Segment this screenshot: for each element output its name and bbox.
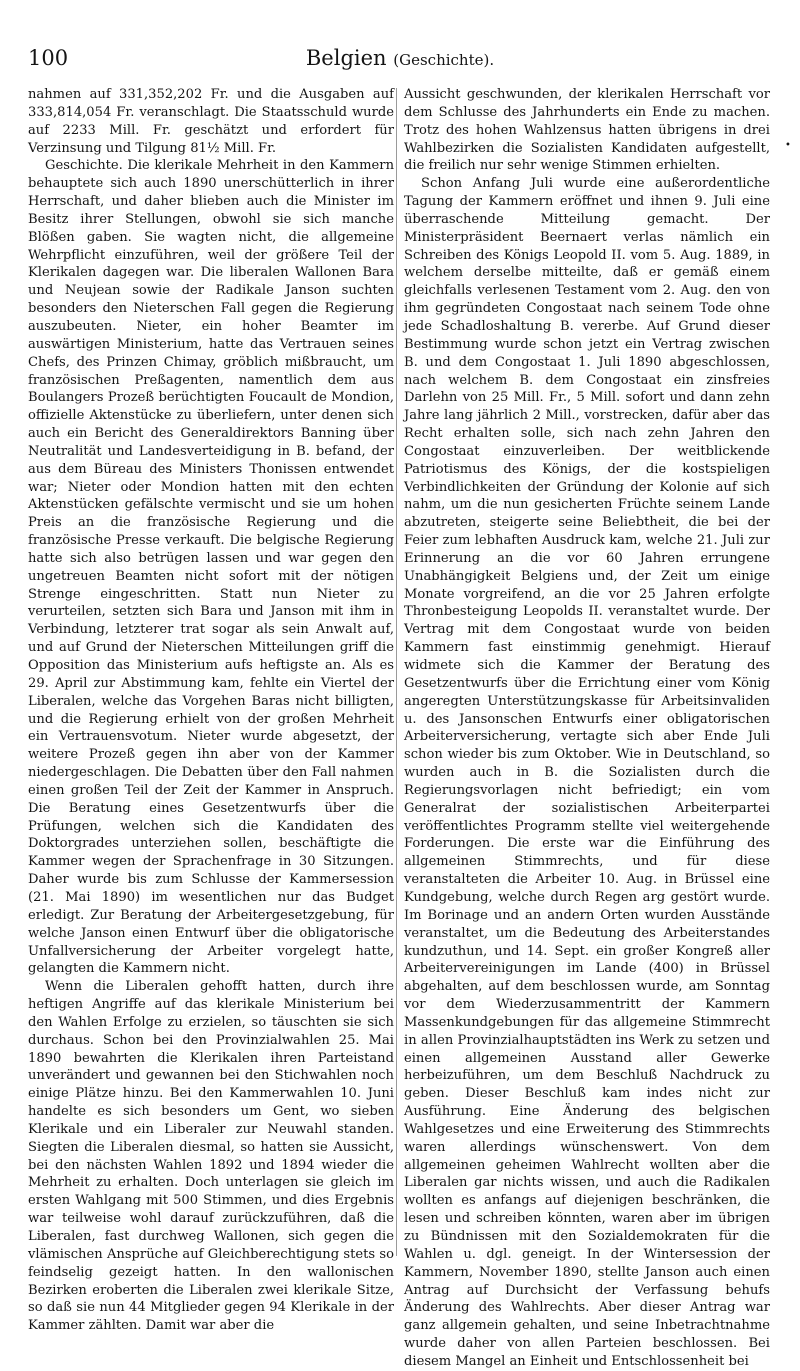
column-divider <box>396 88 397 1256</box>
running-title-main: Belgien <box>305 46 387 70</box>
page-header <box>28 46 772 76</box>
right-column <box>404 86 770 1371</box>
paragraph: Aussicht geschwunden, der klerikalen Herrschaft vor dem Schlusse des Jahrhunderts ein Ende zu machen. Trotz des hohen Wahlzensus hatten übrigens in drei Wahlbezirken die Sozialisten Kandidaten aufgestellt, die freilich nur sehr wenige Stimmen erhielten. <box>404 87 770 174</box>
running-title-sub: (Geschichte). <box>393 51 495 69</box>
left-column <box>28 86 394 1335</box>
page-number: 100 <box>28 46 69 70</box>
paragraph: Schon Anfang Juli wurde eine außerordentliche Tagung der Kammern eröffnet und ihnen 9. Juli eine überraschende Mitteilung gemacht. Der Ministerpräsident Beernaert verlas nämlich ein Schreiben des Königs Leopold II. vom 5. Aug. 1889, in welchem derselbe mitteilte, daß er gemäß einem gleichfalls verlesenen Testament vom 2. Aug. den von ihm gegründeten Congostaat nach seinem Tode ohne jede Schadloshaltung B. vererbe. Auf Grund dieser Bestimmung wurde schon jetzt ein Vertrag zwischen B. und dem Congostaat 1. Juli 1890 abgeschlossen, nach welchem B. dem Congostaat ein zinsfreies Darlehn von 25 Mill. Fr., 5 Mill. sofort und dann zehn Jahre lang jährlich 2 Mill., vorstrecken, dafür aber das Recht erhalten solle, sich nach zehn Jahren den Congostaat einzuverleiben. Der weitblickende Patriotismus des Königs, der die kostspieligen Verbindlichkeiten der Gründung der Kolonie auf sich nahm, um die nun gesicherten Früchte seinem Lande abzutreten, steigerte seine Beliebtheit, die bei der Feier zum lebhaften Ausdruck kam, welche 21. Juli zur Erinnerung an die vor 60 Jahren errungene Unabhängigkeit Belgiens und, der Zeit um einige Monate vorgreifend, an die vor 25 Jahren erfolgte Thronbesteigung Leopolds II. veranstaltet wurde. Der Vertrag mit dem Congostaat wurde von beiden Kammern fast einstimmig genehmigt. Hierauf widmete sich die Kammer der Beratung des Gesetzentwurfs über die Errichtung einer vom König angeregten Unterstützungskasse für Arbeitsinvaliden u. des Jansonschen Entwurfs einer obligatorischen Arbeiterversicherung, vertagte sich aber Ende Juli schon wieder bis zum Oktober. Wie in Deutschland, so wurden auch in B. die Sozialisten durch die Regierungsvorlagen nicht befriedigt; ein vom Generalrat der sozialistischen Arbeiterpartei veröffentlichtes Programm stellte viel weitergehende Forderungen. Die erste war die Einführung des allgemeinen Stimmrechts, und für diese veranstalteten die Arbeiter 10. Aug. in Brüssel eine Kundgebung, welche durch Regen arg gestört wurde. Im Borinage und an andern Orten wurden Ausstände veranstaltet, um die Bedeutung des Arbeiterstandes kundzuthun, und 14. Sept. ein großer Kongreß aller Arbeitervereinigungen im Lande (400) in Brüssel abgehalten, auf dem beschlossen wurde, am Sonntag vor dem Wiederzusammentritt der Kammern Massenkundgebungen für das allgemeine Stimmrecht in allen Provinzialhauptstädten ins Werk zu setzen und einen allgemeinen Ausstand aller Gewerke herbeizuführen, um dem Beschluß Nachdruck zu geben. Dieser Beschluß kam indes nicht zur Ausführung. Eine Änderung des belgischen Wahlgesetzes und eine Erweiterung des Stimmrechts waren allerdings wünschenswert. Von dem allgemeinen geheimen Wahlrecht wollten aber die Liberalen gar nichts wissen, und auch die Radikalen wollten es anfangs auf diejenigen beschränken, die lesen und schreiben könnten, waren aber im übrigen zu Bündnissen mit den Sozialdemokraten für die Wahlen u. dgl. geneigt. In der Wintersession der Kammern, November 1890, stellte Janson auch einen Antrag auf Durchsicht der Verfassung behufs Änderung des Wahlrechts. Aber dieser Antrag war ganz allgemein gehalten, und seine Inbetrachtnahme wurde daher von allen Parteien beschlossen. Bei diesem Mangel an Einheit und Entschlossenheit bei <box>404 176 770 1369</box>
paragraph: nahmen auf 331,352,202 Fr. und die Ausgaben auf 333,814,054 Fr. veranschlagt. Die Staatsschuld wurde auf 2233 Mill. Fr. geschätzt und erfordert für Verzinsung und Tilgung 81½ Mill. Fr. <box>28 87 394 156</box>
running-title <box>28 46 772 70</box>
margin-mark: • <box>785 140 791 151</box>
paragraph: Geschichte. Die klerikale Mehrheit in den Kammern behauptete sich auch 1890 unerschütterlich in ihrer Herrschaft, und daher blieben auch die Minister im Besitz ihrer Stellungen, obwohl sie sich manche Blößen gaben. Sie wagten nicht, die allgemeine Wehrpflicht einzuführen, weil der größere Teil der Klerikalen dagegen war. Die liberalen Wallonen Bara und Neujean sowie der Radikale Janson suchten besonders den Nieterschen Fall gegen die Regierung auszubeuten. Nieter, ein hoher Beamter im auswärtigen Ministerium, hatte das Vertrauen seines Chefs, des Prinzen Chimay, gröblich mißbraucht, um französischen Preßagenten, namentlich dem aus Boulangers Prozeß berüchtigten Foucault de Mondion, offizielle Aktenstücke zu überliefern, unter denen sich auch ein Bericht des Generaldirektors Banning über Neutralität und Landesverteidigung in B. befand, der aus dem Büreau des Ministers Thonissen entwendet war; Nieter oder Mondion hatten mit den echten Aktenstücken gefälschte vermischt und sie um hohen Preis an die französische Regierung und die französische Presse verkauft. Die belgische Regierung hatte sich also betrügen lassen und war gegen den ungetreuen Beamten nicht sofort mit der nötigen Strenge eingeschritten. Statt nun Nieter zu verurteilen, setzten sich Bara und Janson mit ihm in Verbindung, letzterer trat sogar als sein Anwalt auf, und auf Grund der Nieterschen Mitteilungen griff die Opposition das Ministerium aufs heftigste an. Als es 29. April zur Abstimmung kam, fehlte ein Viertel der Liberalen, welche das Vorgehen Baras nicht billigten, und die Regierung erhielt von der großen Mehrheit ein Vertrauensvotum. Nieter wurde abgesetzt, der weitere Prozeß gegen ihn aber von der Kammer niedergeschlagen. Die Debatten über den Fall nahmen einen großen Teil der Zeit der Kammer in Anspruch. Die Beratung eines Gesetzentwurfs über die Prüfungen, welchen sich die Kandidaten des Doktorgrades unterziehen sollen, beschäftigte die Kammer wegen der Sprachenfrage in 30 Sitzungen. Daher wurde bis zum Schlusse der Kammersession (21. Mai 1890) im wesentlichen nur das Budget erledigt. Zur Beratung der Arbeitergesetzgebung, für welche Janson einen Entwurf über die obligatorische Unfallversicherung der Arbeiter vorgelegt hatte, gelangten die Kammern nicht. <box>28 158 394 977</box>
paragraph: Wenn die Liberalen gehofft hatten, durch ihre heftigen Angriffe auf das klerikale Ministerium bei den Wahlen Erfolge zu erzielen, so täuschten sie sich durchaus. Schon bei den Provinzialwahlen 25. Mai 1890 bewahrten die Klerikalen ihren Parteistand unverändert und gewannen bei den Stichwahlen noch einige Plätze hinzu. Bei den Kammerwahlen 10. Juni handelte es sich besonders um Gent, wo sieben Klerikale und ein Liberaler zur Neuwahl standen. Siegten die Liberalen diesmal, so hatten sie Aussicht, bei den nächsten Wahlen 1892 und 1894 wieder die Mehrheit zu erhalten. Doch unterlagen sie gleich im ersten Wahlgang mit 500 Stimmen, und dies Ergebnis war teilweise wohl darauf zurückzuführen, daß die Liberalen, fast durchweg Wallonen, sich gegen die vlämischen Ansprüche auf Gleichberechtigung stets so feindselig gezeigt hatten. In den wallonischen Bezirken eroberten die Liberalen zwei klerikale Sitze, so daß sie nun 44 Mitglieder gegen 94 Klerikale in der Kammer zählten. Damit war aber die <box>28 979 394 1334</box>
